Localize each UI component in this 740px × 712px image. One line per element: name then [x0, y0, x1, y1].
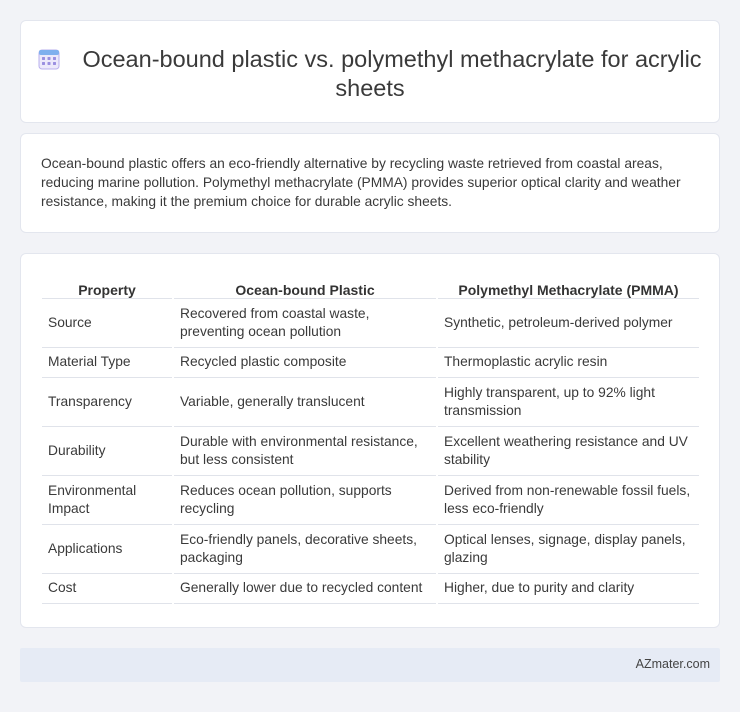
cell-ocean-bound: Eco-friendly panels, decorative sheets, packaging: [173, 524, 437, 573]
comparison-table: [42, 276, 699, 604]
cell-ocean-bound: Reduces ocean pollution, supports recycling: [173, 475, 437, 524]
cell-ocean-bound: Generally lower due to recycled content: [173, 573, 437, 603]
header-ocean-bound-plastic: Ocean-bound Plastic: [173, 276, 437, 298]
cell-ocean-bound: Durable with environmental resistance, but less consistent: [173, 426, 437, 475]
header-pmma: Polymethyl Methacrylate (PMMA): [437, 276, 699, 298]
cell-ocean-bound: Recycled plastic composite: [173, 347, 437, 377]
cell-pmma: Synthetic, petroleum-derived polymer: [437, 298, 699, 347]
cell-property: Environmental Impact: [42, 475, 173, 524]
page-title-wrap: [21, 45, 719, 103]
cell-property: Material Type: [42, 347, 173, 377]
table-row: [42, 298, 699, 347]
header-property: Property: [42, 276, 173, 298]
table-row: [42, 573, 699, 603]
cell-pmma: Optical lenses, signage, display panels, glazing: [437, 524, 699, 573]
table-row: [42, 475, 699, 524]
footer-brand: AZmater.com: [635, 657, 710, 671]
footer-bar: [20, 648, 720, 682]
cell-property: Cost: [42, 573, 173, 603]
page-title: Ocean-bound plastic vs. polymethyl methacrylate for acrylic sheets: [82, 46, 702, 101]
table-row: [42, 347, 699, 377]
cell-property: Source: [42, 298, 173, 347]
intro-card: [20, 133, 720, 233]
cell-ocean-bound: Recovered from coastal waste, preventing ocean pollution: [173, 298, 437, 347]
cell-ocean-bound: Variable, generally translucent: [173, 377, 437, 426]
table-row: [42, 377, 699, 426]
comparison-card: [20, 253, 720, 628]
table-row: [42, 426, 699, 475]
cell-property: Durability: [42, 426, 173, 475]
cell-pmma: Derived from non-renewable fossil fuels, less eco-friendly: [437, 475, 699, 524]
table-row: [42, 524, 699, 573]
calendar-grid-icon: [38, 48, 60, 70]
title-card: [20, 20, 720, 123]
cell-pmma: Thermoplastic acrylic resin: [437, 347, 699, 377]
cell-pmma: Highly transparent, up to 92% light transmission: [437, 377, 699, 426]
cell-pmma: Higher, due to purity and clarity: [437, 573, 699, 603]
intro-paragraph: Ocean-bound plastic offers an eco-friendly alternative by recycling waste retrieved from coastal areas, reducing marine pollution. Polymethyl methacrylate (PMMA) provides superior optical clarity and weather resistance, making it the premium choice for durable acrylic sheets.: [41, 156, 681, 209]
cell-property: Applications: [42, 524, 173, 573]
table-header-row: [42, 276, 699, 298]
cell-property: Transparency: [42, 377, 173, 426]
cell-pmma: Excellent weathering resistance and UV stability: [437, 426, 699, 475]
